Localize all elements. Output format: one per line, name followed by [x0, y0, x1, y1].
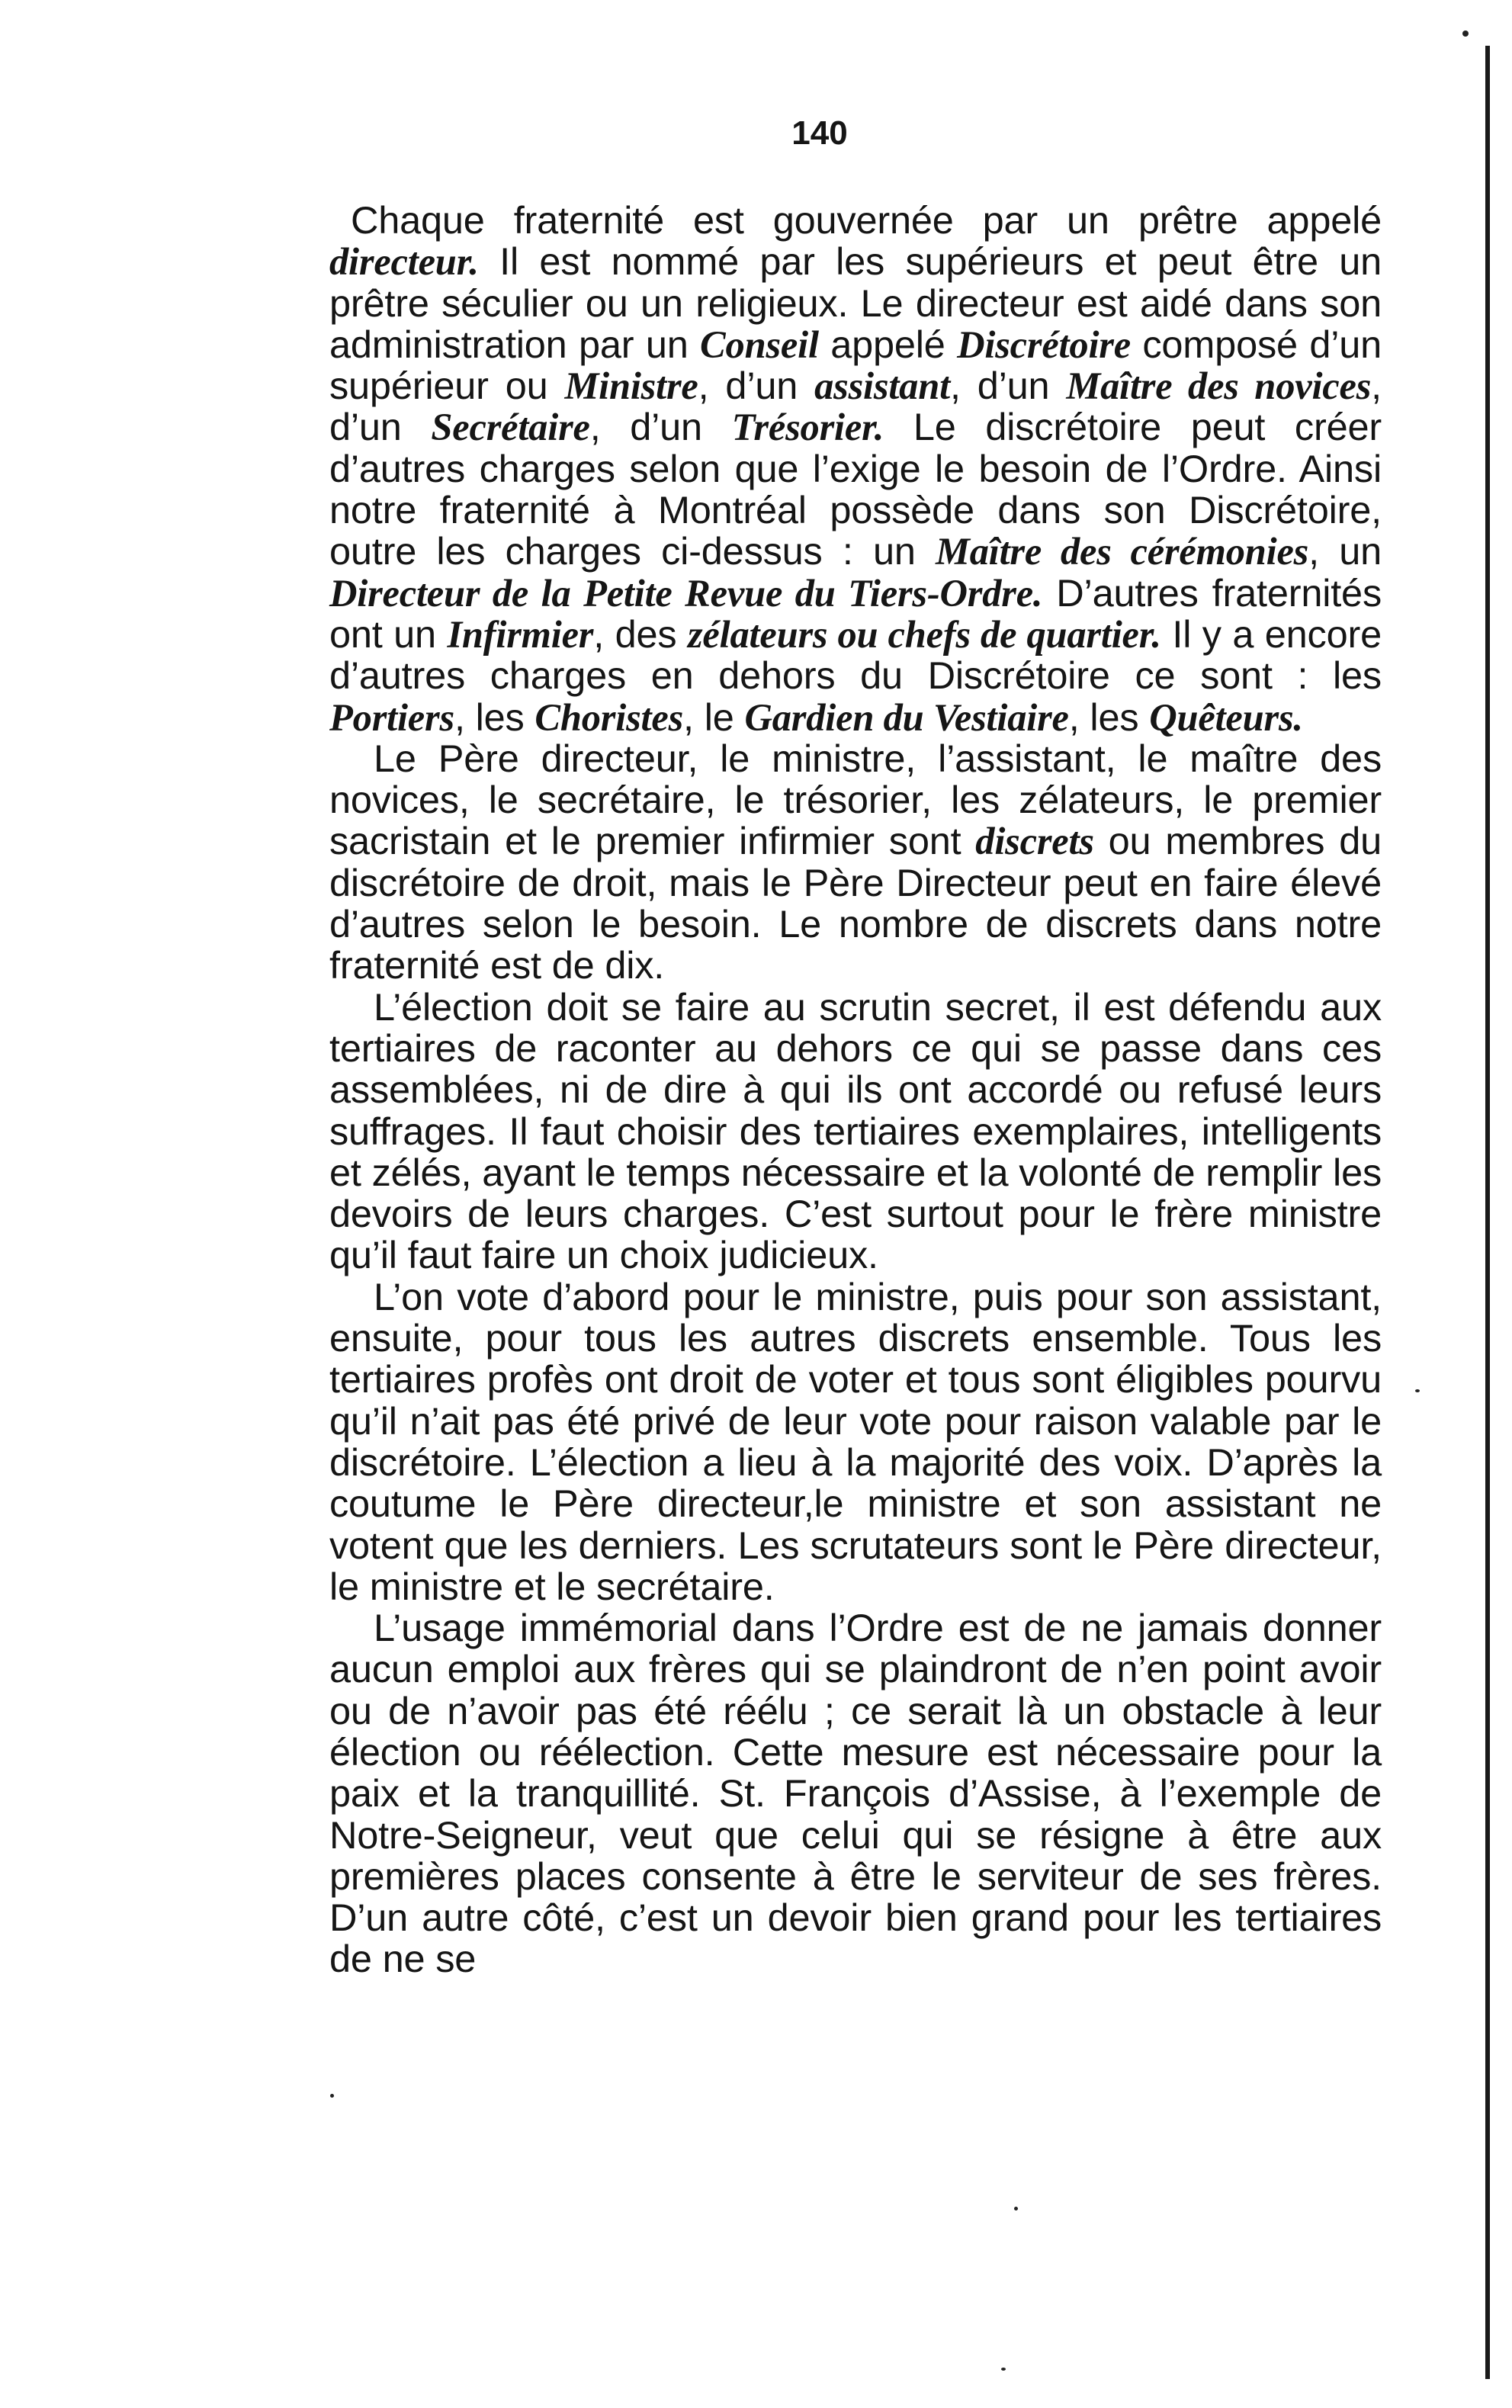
text-run: , les — [454, 695, 535, 739]
page-number: 140 — [791, 114, 848, 152]
italic-text: Maître des novices — [1066, 364, 1372, 408]
italic-text: Secrétaire — [431, 406, 590, 449]
text-run: , le — [683, 695, 745, 739]
paragraph — [329, 738, 1382, 987]
text-run: Il est nommé par les supérieurs et peut être un prêtre séculier ou un religieux. Le directeur est aidé dans son administration par un — [329, 239, 1382, 366]
paragraph — [329, 984, 1382, 1277]
italic-text: discrets — [975, 820, 1094, 863]
italic-text: directeur. — [329, 240, 479, 284]
italic-text: zélateurs ou chefs de quartier. — [687, 612, 1161, 656]
text-run: , d’un — [329, 364, 1382, 449]
italic-text: assistant — [814, 364, 950, 408]
italic-text: Ministre — [564, 364, 698, 408]
paragraph — [329, 1607, 1382, 1980]
italic-text: Trésorier. — [731, 406, 884, 449]
italic-text: Directeur de la Petite Revue du Tiers-Ordre. — [329, 571, 1043, 615]
italic-text: Maître des cérémonies — [936, 530, 1309, 573]
italic-text: Quêteurs. — [1149, 695, 1303, 739]
text-run: ou membres du discrétoire de droit, mais le Père Directeur peut en faire élevé d’autres selon le besoin. Le nombre de discrets dans notre fraternité est de dix. — [329, 819, 1382, 987]
text-run: Chaque fraternité est gouvernée par un prêtre appelé — [351, 198, 1382, 242]
text-run: Le Père directeur, le ministre, l’assistant, le maître des novices, le secrétaire, le trésorier, les zélateurs, le premier sacristain et le premier infirmier sont — [329, 736, 1382, 863]
text-run: appelé — [818, 322, 958, 366]
body-text — [329, 200, 1382, 1980]
text-run: , un — [1308, 529, 1382, 573]
text-run: Le discrétoire peut créer d’autres charges selon que l’exige le besoin de l’Ordre. Ainsi notre fraternité à Montréal possède dans son Discrétoire, outre les charges ci-dessus : un — [329, 405, 1382, 573]
paragraph — [329, 200, 1382, 738]
page-edge-rule — [1485, 46, 1490, 2379]
italic-text: Choristes — [534, 695, 684, 739]
text-run: , d’un — [698, 364, 815, 408]
ink-speck — [1001, 2368, 1006, 2371]
text-run: L’élection doit se faire au scrutin secret, il est défendu aux tertiaires de raconter au dehors ce qui se passe dans ces assemblées, ni de dire à qui ils ont accordé ou refusé leurs suffrages. Il faut choisir des tertiaires exemplaires, intelligents et zélés, ayant le temps nécessaire et la volonté de remplir les devoirs de leurs charges. C’est surtout pour le frère ministre qu’il faut faire un choix judicieux. — [329, 984, 1382, 1277]
ink-speck — [1014, 2207, 1018, 2211]
text-run: L’usage immémorial dans l’Ordre est de ne jamais donner aucun emploi aux frères qui se plaindront de n’en point avoir ou de n’avoir pas été réélu ; ce serait là un obstacle à leur élection ou réélection. Cette mesure est nécessaire pour la paix et la tranquillité. St. François d’Assise, à l’exemple de Notre-Seigneur, veut que celui qui se résigne à être aux premières places consente à être le serviteur de ses frères. D’un autre côté, c’est un devoir bien grand pour les tertiaires de ne se — [329, 1606, 1382, 1981]
italic-text: Discrétoire — [957, 323, 1131, 366]
italic-text: Portiers — [329, 695, 454, 739]
paragraph — [329, 1276, 1382, 1607]
text-run: , d’un — [949, 364, 1067, 408]
ink-speck — [1415, 1389, 1420, 1392]
italic-text: Infirmier — [447, 612, 594, 656]
text-run: , des — [593, 612, 688, 656]
text-run: , les — [1068, 695, 1150, 739]
text-run: , d’un — [589, 405, 732, 449]
text-run: D’autres fraternités ont un — [329, 570, 1382, 656]
italic-text: Conseil — [700, 323, 819, 366]
italic-text: Gardien du Vestiaire — [744, 695, 1069, 739]
text-run: composé d’un supérieur ou — [329, 322, 1382, 408]
ink-speck — [330, 2094, 334, 2098]
text-run: L’on vote d’abord pour le ministre, puis pour son assistant, ensuite, pour tous les autres discrets ensemble. Tous les tertiaires profès ont droit de voter et tous sont éligibles pourvu qu’il n’ait pas été privé de leur vote pour raison valable par le discrétoire. L’élection a lieu à la majorité des voix. D’après la coutume le Père directeur,le ministre et son assistant ne votent que les derniers. Les scrutateurs sont le Père directeur, le ministre et le secrétaire. — [329, 1274, 1382, 1608]
ink-speck — [1462, 31, 1469, 37]
text-run: Il y a encore d’autres charges en dehors du Discrétoire ce sont : les — [329, 612, 1382, 698]
